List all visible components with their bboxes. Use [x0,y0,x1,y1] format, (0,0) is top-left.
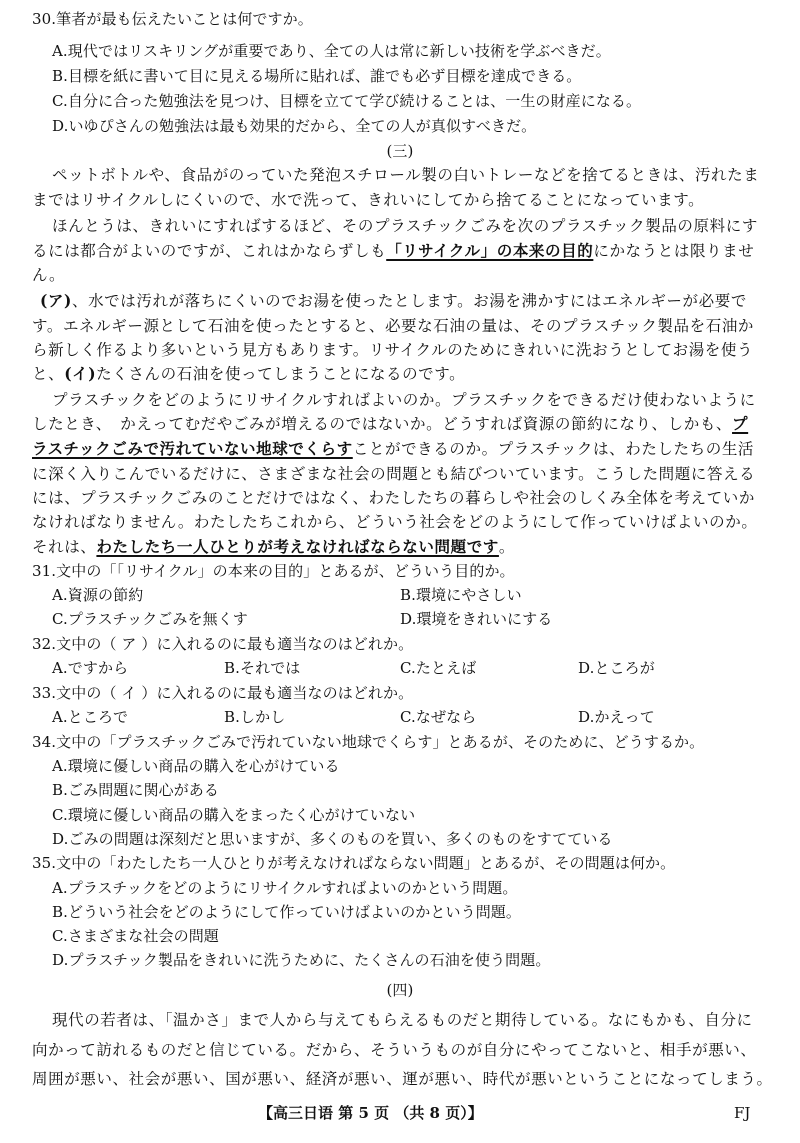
passage-line: ラスチックごみで汚れていない地球でくらすことができるのか。プラスチックは、わたしたちの生活 [32,439,755,458]
section-3-heading: (三) [386,142,414,160]
q33-option-b: B.しかし [224,708,286,726]
passage-line: ほんとうは、きれいにすればするほど、そのプラスチックごみを次のプラスチック製品の原料にす [52,217,758,235]
q32-option-a: A.ですから [52,659,129,677]
passage-line: ん。 [32,266,66,284]
q30-option-d: D.いゆぴさんの勉強法は最も効果的だから、全ての人が真似すべきだ。 [52,117,537,135]
passage-line: 周囲が悪い、社会が悪い、国が悪い、経済が悪い、運が悪い、時代が悪いということになってしまう。 [32,1070,773,1088]
q35-option-c: C.さまざまな社会の問題 [52,927,219,945]
underline-clean-earth: ラスチックごみで汚れていない地球でくらす [32,439,353,458]
q32-option-c: C.たとえば [400,659,477,677]
underline-recycle-purpose: 「リサイクル」の本来の目的 [386,241,594,260]
q30-option-a: A.現代ではリスキリングが重要であり、全ての人は常に新しい技術を学ぶべきだ。 [52,42,611,60]
q35-option-b: B.どういう社会をどのようにして作っていけばよいのかという問題。 [52,903,521,921]
q32-stem: 32.文中の（ ア ）に入れるのに最も適当なのはどれか。 [32,635,414,653]
q33-option-d: D.かえって [578,708,655,726]
passage-line: ペットボトルや、食品がのっていた発泡スチロール製の白いトレーなどを捨てるときは、汚れたま [52,166,760,184]
q31-option-a: A.資源の節約 [52,586,144,604]
blank-i-marker: (イ) [64,364,97,383]
passage-line: に深く入りこんでいるだけに、さまざまな社会の問題とも結びついています。こうした問題に答える [32,465,756,483]
page-number-footer: 【高三日语 第 5 页 （共 8 页）】 [258,1104,483,1122]
q35-stem: 35.文中の「わたしたち一人ひとりが考えなければならない問題」とあるが、その問題は何か。 [32,854,676,872]
passage-line: なければなりません。わたしたちこれから、どういう社会をどのようにして作っていけばよいのか。 [32,513,758,531]
q34-option-d: D.ごみの問題は深刻だと思いますが、多くのものを買い、多くのものをすてている [52,830,613,848]
passage-line: と、(イ)たくさんの石油を使ってしまうことになるのです。 [32,364,466,383]
passage-line: それは、わたしたち一人ひとりが考えなければならない問題です。 [32,537,516,556]
region-code: FJ [734,1104,751,1122]
passage-line: 現代の若者は、「温かさ」まで人から与えてもらえるものだと期待している。なにもかも、自分に [52,1011,753,1029]
q30-option-c: C.自分に合った勉強法を見つけ、目標を立てて学び続けることは、一生の財産になる。 [52,92,642,110]
passage-line: す。エネルギー源として石油を使ったとすると、必要な石油の量は、そのプラスチック製品を石油か [32,317,755,335]
q31-option-d: D.環境をきれいにする [400,610,553,628]
q33-option-a: A.ところで [52,708,129,726]
q30-option-b: B.目標を紙に書いて目に見える場所に貼れば、誰でも必ず目標を達成できる。 [52,67,582,85]
passage-line: るには都合がよいのですが、これはかならずしも「リサイクル」の本来の目的にかなうとは限りませ [32,241,755,260]
section-4-heading: (四) [386,981,414,999]
q31-option-c: C.プラスチックごみを無くす [52,610,248,628]
q30-stem: 30.筆者が最も伝えたいことは何ですか。 [32,10,313,28]
blank-a-marker: (ア) [40,291,72,310]
q32-option-b: B.それでは [224,659,301,677]
q34-stem: 34.文中の「プラスチックごみで汚れていない地球でくらす」とあるが、そのために、どうするか。 [32,733,705,751]
passage-line: ら新しく作るより多いという見方もあります。リサイクルのためにきれいに洗おうとしてお湯を使う [32,341,754,359]
q33-stem: 33.文中の（ イ ）に入れるのに最も適当なのはどれか。 [32,684,414,702]
passage-line: (ア)、水では汚れが落ちにくいのでお湯を使ったとします。お湯を沸かすにはエネルギーが必要で [40,291,747,310]
passage-line: まではリサイクルしにくいので、水で洗って、きれいにしてから捨てることになっています。 [32,191,705,209]
q34-option-c: C.環境に優しい商品の購入をまったく心がけていない [52,806,416,824]
q32-option-d: D.ところが [578,659,655,677]
q33-option-c: C.なぜなら [400,708,477,726]
passage-line: したとき、 かえってむだやごみが増えるのではないか。どうすれば資源の節約になり、しかも、プ [32,414,749,433]
underline-problem: わたしたち一人ひとりが考えなければならない問題です [96,537,499,556]
q31-stem: 31.文中の「「リサイクル」の本来の目的」とあるが、どういう目的か。 [32,562,515,580]
q31-option-b: B.環境にやさしい [400,586,522,604]
q35-option-a: A.プラスチックをどのようにリサイクルすればよいのかという問題。 [52,879,518,897]
passage-line: プラスチックをどのようにリサイクルすればよいのか。プラスチックをできるだけ使わないように [52,391,756,409]
q34-option-a: A.環境に優しい商品の購入を心がけている [52,757,340,775]
passage-line: には、プラスチックごみのことだけではなく、わたしたちの暮らしや社会のしくみ全体を考えていか [32,489,755,507]
passage-line: 向かって訪れるものだと信じている。だから、そういうものが自分にやってこないと、相手が悪い、 [32,1041,757,1059]
q35-option-d: D.プラスチック製品をきれいに洗うために、たくさんの石油を使う問題。 [52,951,551,969]
q34-option-b: B.ごみ問題に関心がある [52,781,219,799]
